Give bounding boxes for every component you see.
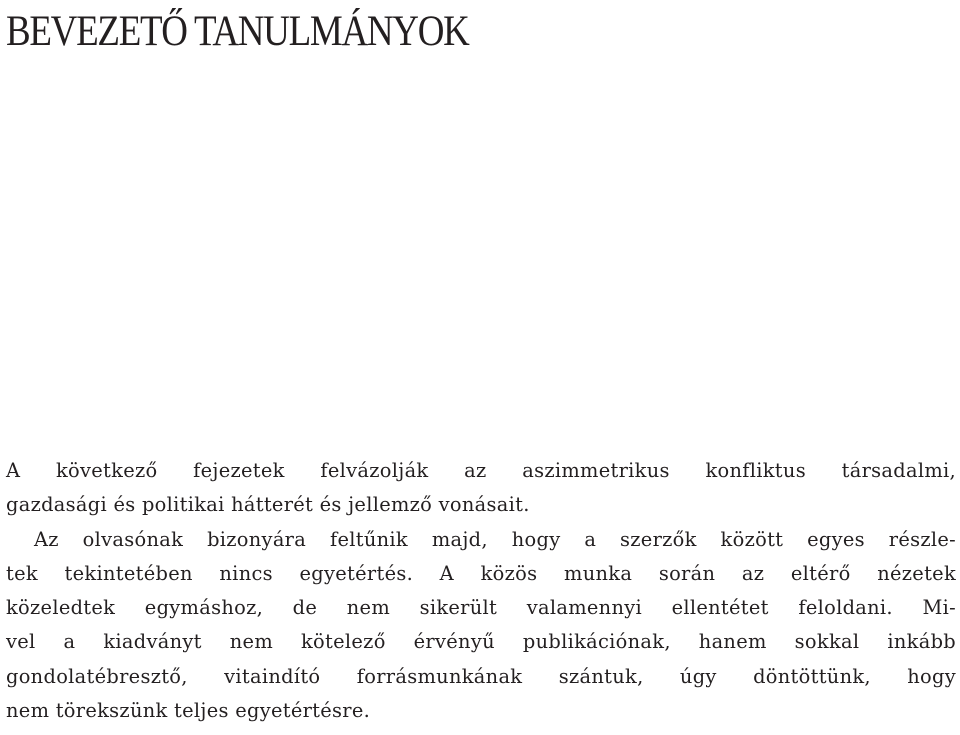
text-line: gazdasági és politikai hátterét és jellemző vonásait.	[6, 493, 530, 517]
text-line: közeledtek egymáshoz, de nem sikerült valamennyi ellentétet feloldani. Mi-	[6, 596, 956, 620]
text-line: vel a kiadványt nem kötelező érvényű publikációnak, hanem sokkal inkább	[6, 630, 956, 654]
text-line: A következő fejezetek felvázolják az aszimmetrikus konfliktus társadalmi,	[6, 459, 956, 482]
text-line: nem törekszünk teljes egyetértésre.	[6, 699, 371, 723]
text-line: Az olvasónak bizonyára feltűnik majd, hogy a szerzők között egyes részle-	[34, 527, 956, 551]
chapter-title: BEVEZETŐ TANULMÁNYOK	[6, 8, 469, 55]
text-line: tek tekintetében nincs egyetértés. A közös munka során az eltérő nézetek	[6, 561, 956, 585]
text-line: gondolatébresztő, vitaindító forrásmunkának szántuk, úgy döntöttünk, hogy	[6, 664, 956, 688]
intro-paragraphs	[6, 454, 956, 728]
